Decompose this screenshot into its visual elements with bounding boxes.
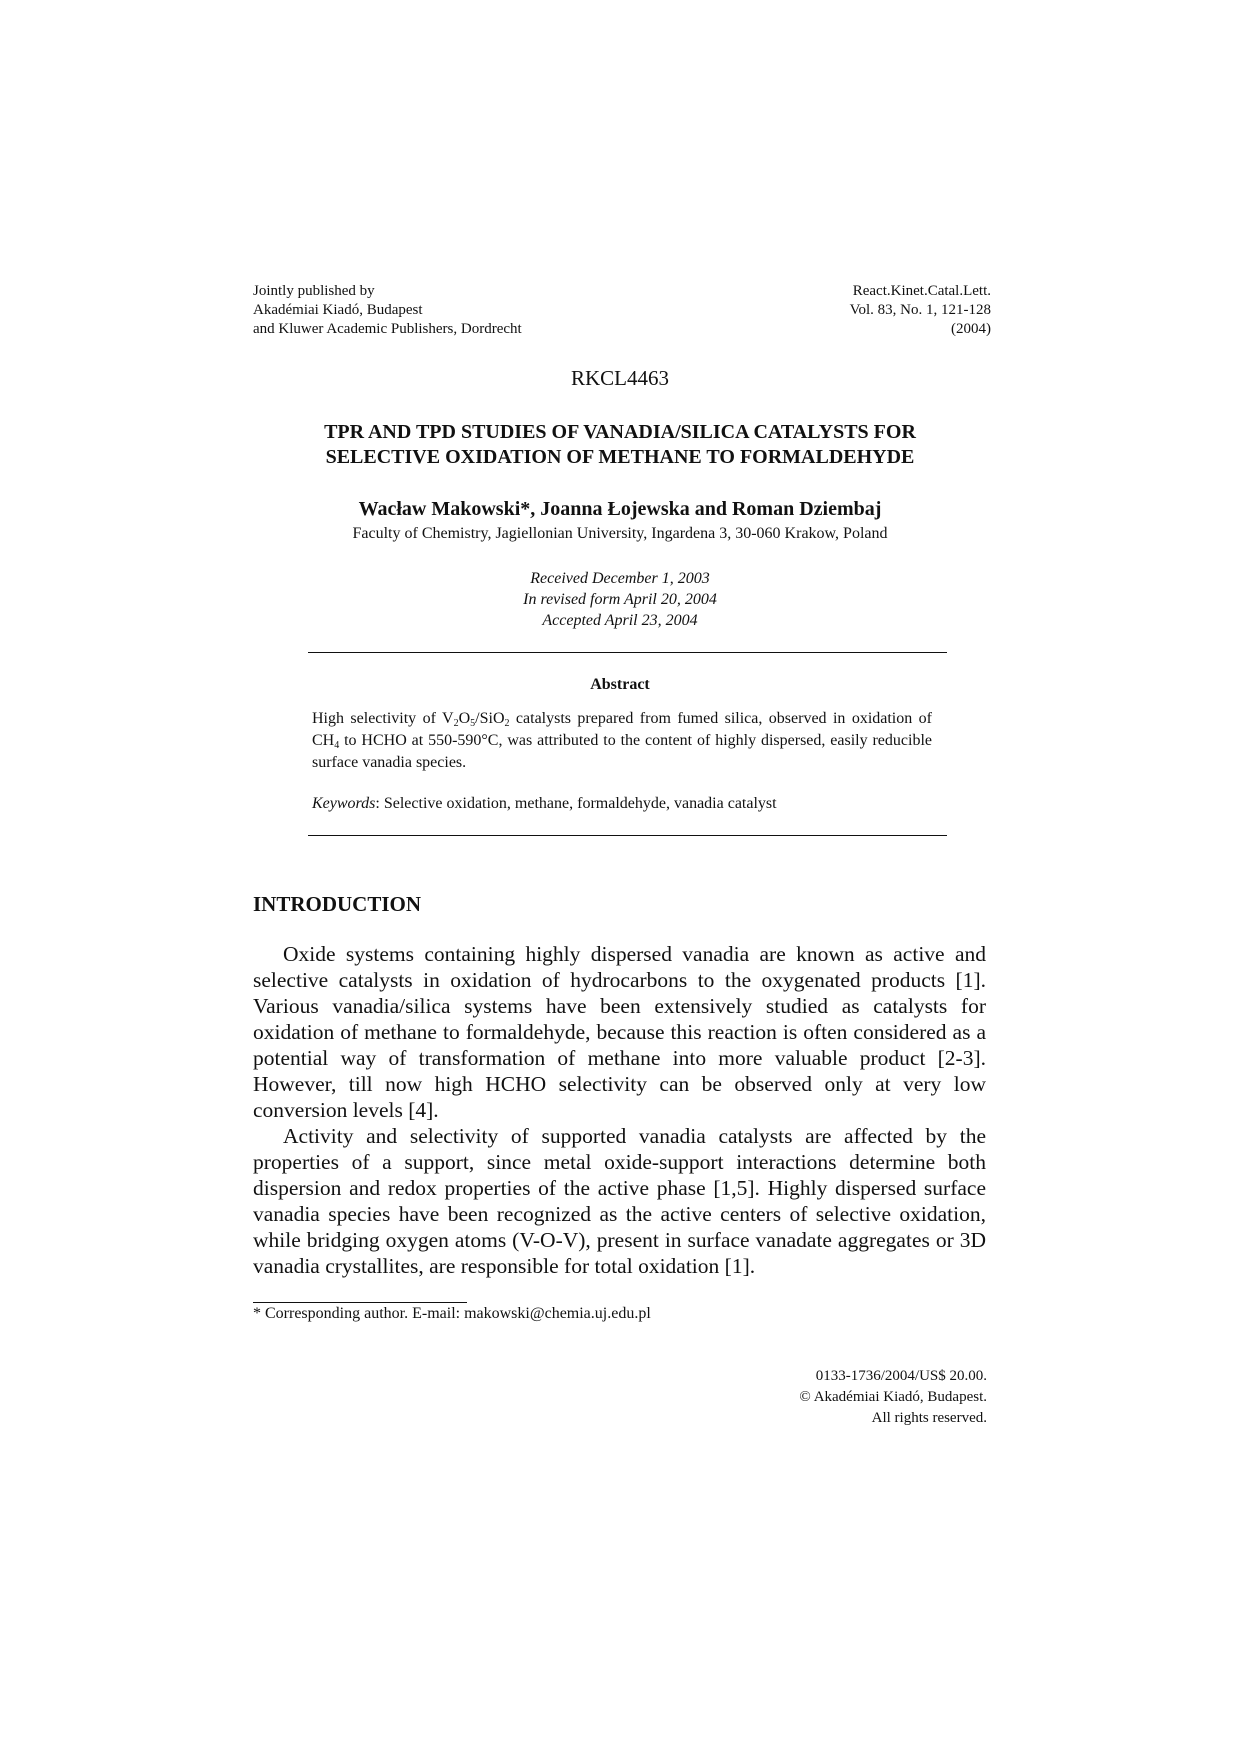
paragraph: Activity and selectivity of supported vanadia catalysts are affected by the properties of a support, since metal oxide-support interactions determine both dispersion and redox properties of the active phase [1,5]. Highly dispersed surface vanadia species have been recognized as the active centers of selective oxidation, while bridging oxygen atoms (V-O-V), present in surface vanadate aggregates or 3D vanadia crystallites, are responsible for total oxidation [1].	[253, 1124, 986, 1278]
affiliation: Faculty of Chemistry, Jagiellonian University, Ingardena 3, 30-060 Krakow, Poland	[352, 525, 888, 542]
footnote: * Corresponding author. E-mail: makowski@chemia.uj.edu.pl	[253, 1305, 651, 1322]
abstract-bottom-rule	[308, 835, 947, 836]
revised-date: In revised form April 20, 2004	[523, 591, 717, 608]
authors: Wacław Makowski*, Joanna Łojewska and Roman Dziembaj	[358, 498, 882, 520]
publisher-line: Akadémiai Kiadó, Budapest	[253, 302, 423, 318]
title-line: TPR AND TPD STUDIES OF VANADIA/SILICA CATALYSTS FOR	[324, 421, 916, 443]
journal-year: (2004)	[951, 321, 991, 337]
introduction-body	[253, 941, 986, 1279]
journal-name: React.Kinet.Catal.Lett.	[852, 283, 991, 299]
keywords-text: : Selective oxidation, methane, formaldehyde, vanadia catalyst	[375, 795, 777, 812]
copyright-holder: © Akadémiai Kiadó, Budapest.	[799, 1389, 987, 1405]
rights: All rights reserved.	[871, 1410, 987, 1426]
subscript: 4	[334, 740, 340, 751]
journal-volume: Vol. 83, No. 1, 121-128	[849, 302, 991, 318]
dates-block	[0, 568, 1240, 631]
keywords-label: Keywords	[312, 795, 376, 812]
paragraph: Oxide systems containing highly dispersed vanadia are known as active and selective catalysts in oxidation of hydrocarbons to the oxygenated products [1]. Various vanadia/silica systems have been extensively studied as catalysts for oxidation of methane to formaldehyde, because this reaction is often considered as a potential way of transformation of methane into more valuable product [2-3]. However, till now high HCHO selectivity can be observed only at very low conversion levels [4].	[253, 942, 986, 1122]
abstract-fragment: catalysts prepared from fumed silica, observed in oxidation of CH	[312, 710, 932, 749]
section-heading: INTRODUCTION	[253, 892, 422, 916]
publisher-line: and Kluwer Academic Publishers, Dordrecht	[253, 321, 522, 337]
publisher-info	[253, 282, 522, 339]
keywords	[312, 795, 777, 813]
accepted-date: Accepted April 23, 2004	[542, 612, 698, 629]
abstract-fragment: O	[458, 710, 471, 727]
copyright-block	[799, 1366, 987, 1429]
journal-info	[850, 282, 991, 339]
footnote-rule	[253, 1302, 467, 1303]
received-date: Received December 1, 2003	[530, 570, 710, 587]
issn: 0133-1736/2004/US$ 20.00.	[815, 1368, 987, 1384]
subscript: 5	[470, 718, 476, 729]
publisher-line: Jointly published by	[253, 283, 375, 299]
abstract-fragment: /SiO	[475, 710, 505, 727]
abstract-top-rule	[308, 652, 947, 653]
paper-title	[0, 420, 1240, 470]
subscript: 2	[453, 718, 459, 729]
title-line: SELECTIVE OXIDATION OF METHANE TO FORMALDEHYDE	[325, 446, 915, 468]
abstract-fragment: to HCHO at 550-590°C, was attributed to the content of highly dispersed, easily reducible surface vanadia species.	[312, 732, 932, 771]
abstract-text	[312, 708, 932, 774]
abstract-heading: Abstract	[590, 676, 650, 693]
subscript: 2	[504, 718, 510, 729]
abstract-fragment: High selectivity of V	[312, 710, 454, 727]
paper-code: RKCL4463	[570, 366, 669, 390]
